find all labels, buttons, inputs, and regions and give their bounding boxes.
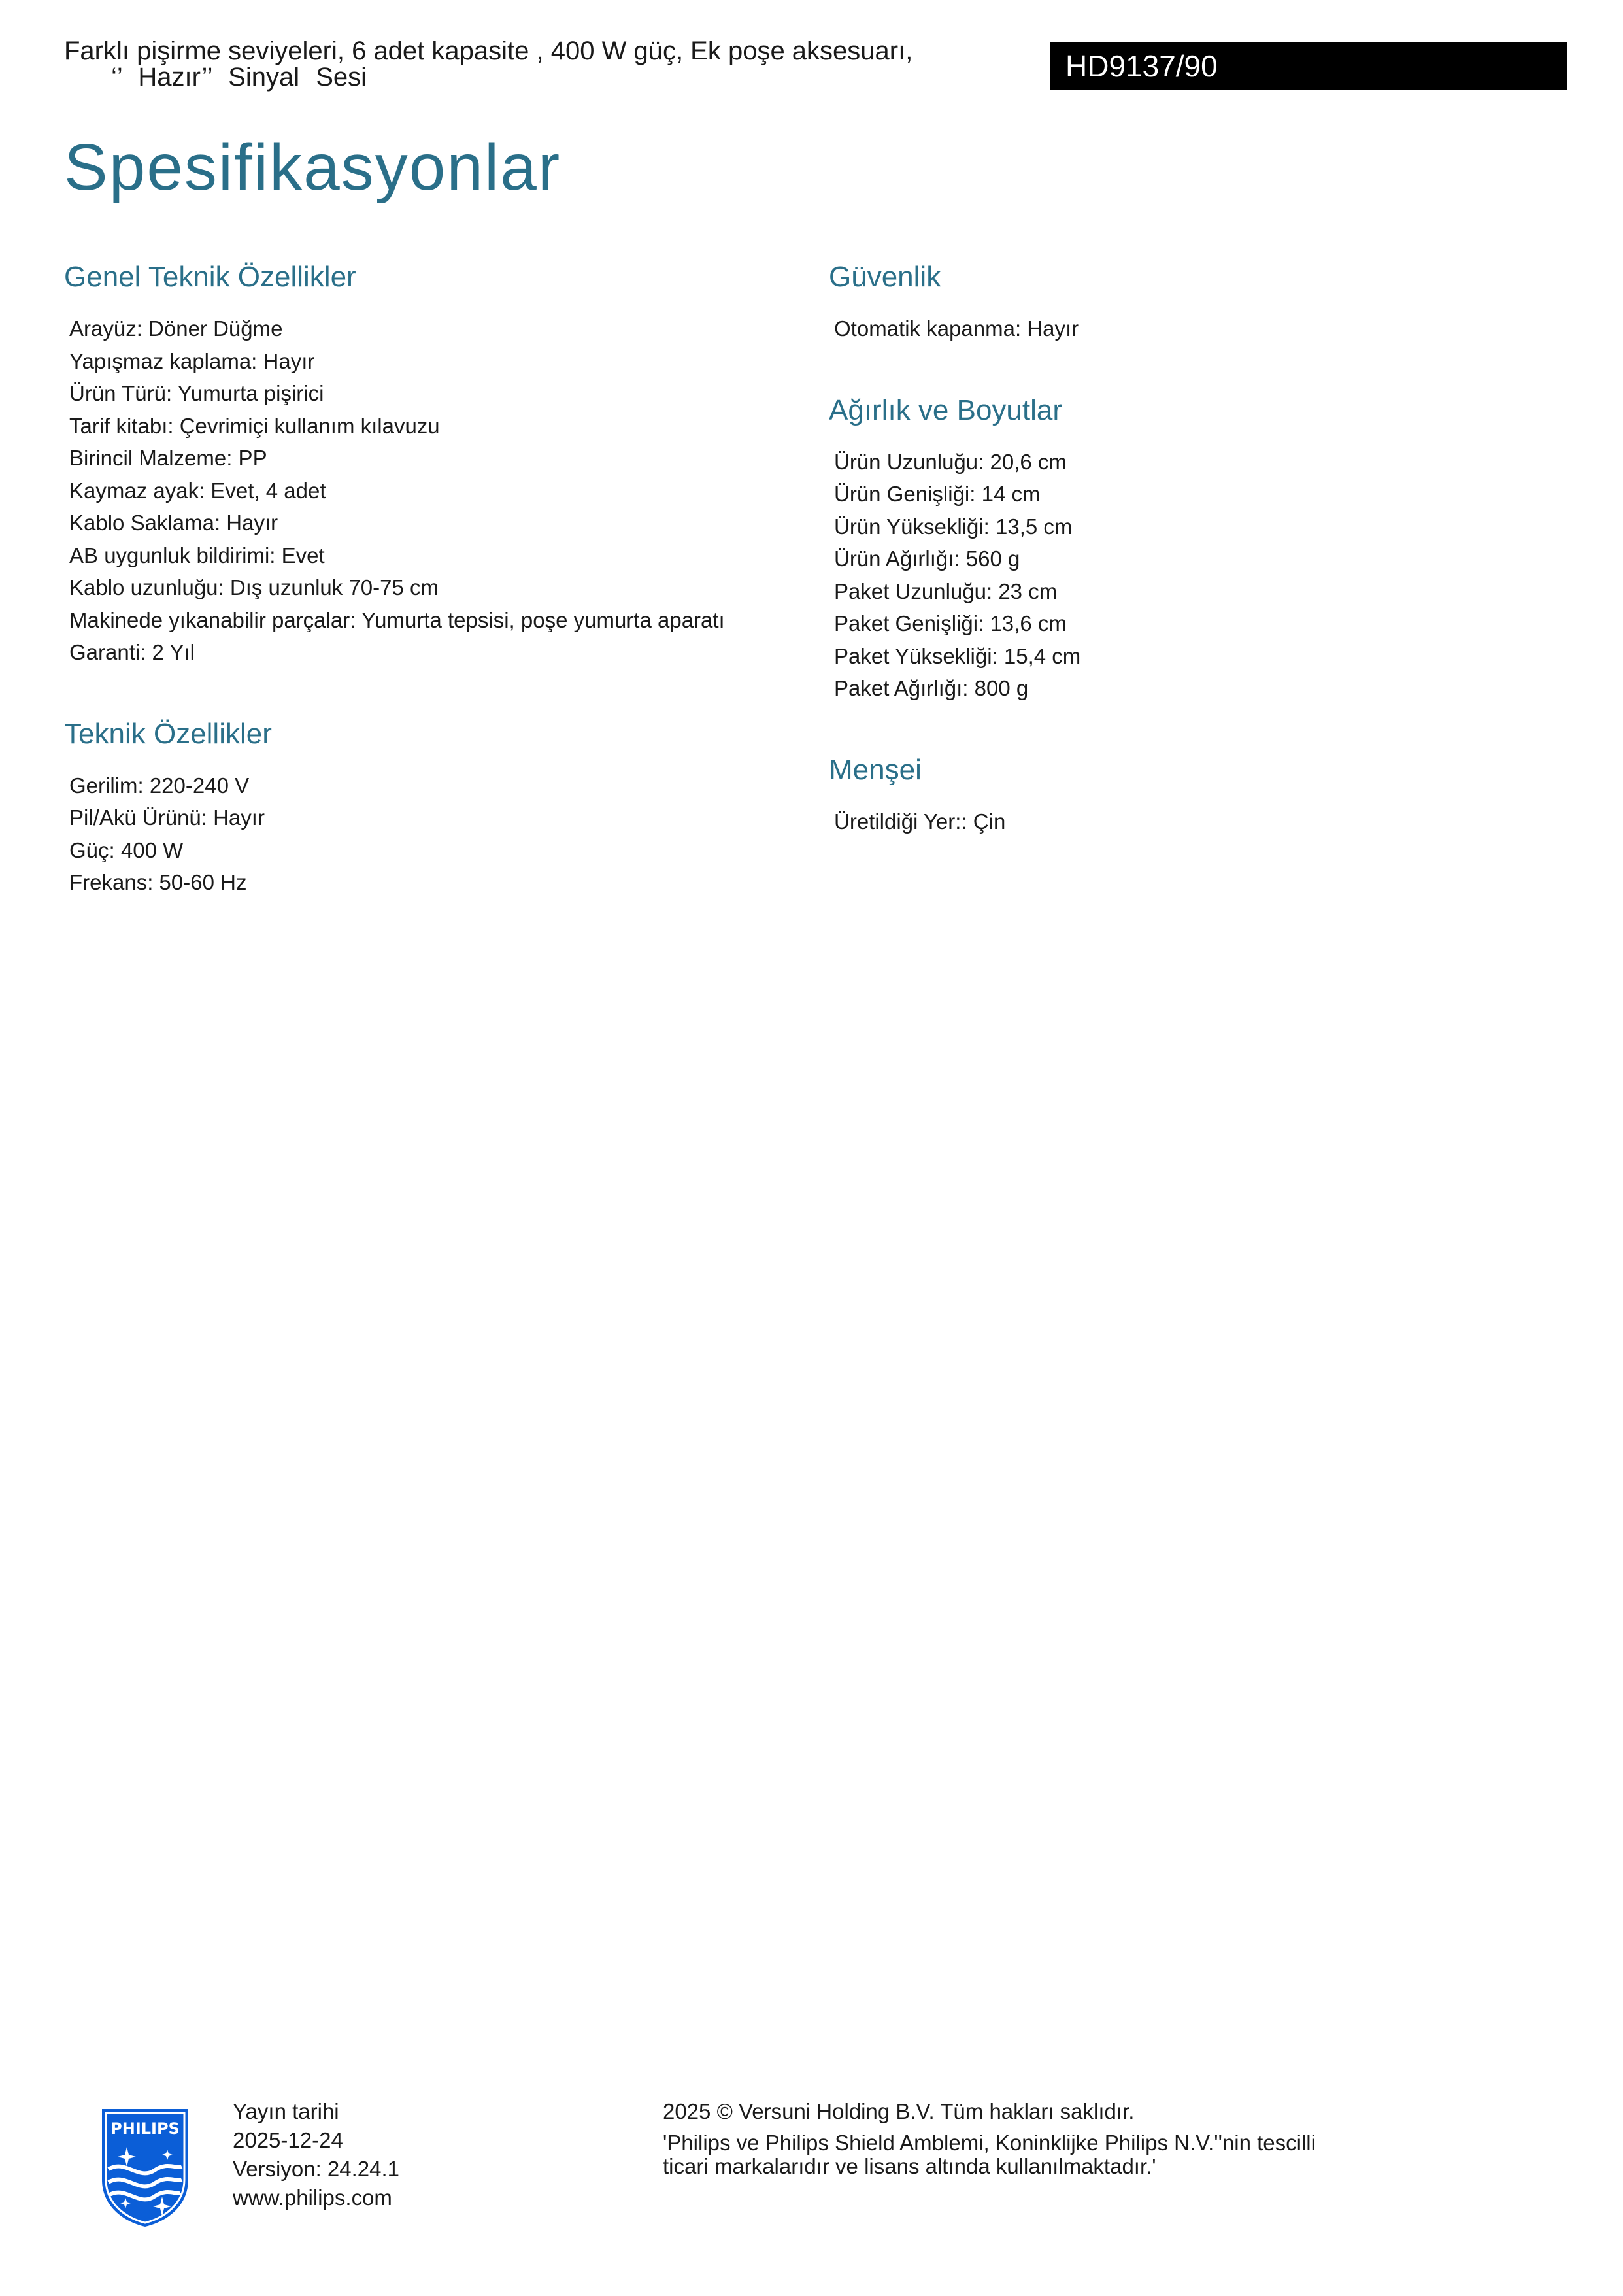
- section-title: Teknik Özellikler: [64, 717, 272, 750]
- spec-item: Ürün Uzunluğu: 20,6 cm: [834, 449, 1067, 474]
- spec-item: Yapışmaz kaplama: Hayır: [69, 348, 315, 373]
- spec-list: [829, 312, 1574, 345]
- right-column: [829, 256, 1574, 882]
- section-general-specs: [64, 256, 809, 669]
- trademark-line-2: ticari markalarıdır ve lisans altında kullanılmaktadır.': [663, 2154, 1156, 2178]
- spec-item: Paket Yüksekliği: 15,4 cm: [834, 643, 1081, 668]
- spec-list: [829, 805, 1574, 838]
- spec-item: Ürün Ağırlığı: 560 g: [834, 547, 1020, 571]
- spec-item: Otomatik kapanma: Hayır: [834, 316, 1079, 341]
- spec-item: Kablo Saklama: Hayır: [69, 511, 278, 535]
- product-description: [64, 38, 1031, 90]
- spec-item: Güç: 400 W: [69, 837, 184, 862]
- left-column: [64, 256, 809, 943]
- publication-date: 2025-12-24: [233, 2128, 343, 2152]
- section-safety: [829, 256, 1574, 345]
- spec-item: Paket Uzunluğu: 23 cm: [834, 579, 1058, 603]
- section-title: Genel Teknik Özellikler: [64, 261, 356, 293]
- spec-item: Kaymaz ayak: Evet, 4 adet: [69, 478, 326, 503]
- spec-item: Birincil Malzeme: PP: [69, 446, 267, 470]
- spec-item: Ürün Yüksekliği: 13,5 cm: [834, 514, 1073, 539]
- spec-item: Kablo uzunluğu: Dış uzunluk 70-75 cm: [69, 575, 439, 599]
- section-technical-specs: [64, 713, 809, 899]
- spec-list: [64, 312, 809, 669]
- trademark-line-1: 'Philips ve Philips Shield Amblemi, Koninklijke Philips N.V.''nin tescilli: [663, 2131, 1316, 2155]
- publication-date-label: Yayın tarihi: [233, 2099, 339, 2123]
- copyright-text: 2025 © Versuni Holding B.V. Tüm hakları saklıdır.: [663, 2099, 1135, 2123]
- model-number-badge: HD9137/90: [1050, 42, 1567, 90]
- spec-item: Paket Ağırlığı: 800 g: [834, 676, 1029, 700]
- spec-list: [64, 769, 809, 899]
- section-origin: [829, 749, 1574, 838]
- section-title: Güvenlik: [829, 261, 941, 293]
- page-title: Spesifikasyonlar: [64, 131, 561, 204]
- section-title: Ağırlık ve Boyutlar: [829, 394, 1063, 426]
- spec-item: Tarif kitabı: Çevrimiçi kullanım kılavuzu: [69, 413, 440, 438]
- philips-shield-icon: [99, 2106, 191, 2228]
- spec-item: Üretildiği Yer:: Çin: [834, 809, 1006, 834]
- spec-item: AB uygunluk bildirimi: Evet: [69, 543, 325, 567]
- section-title: Menşei: [829, 753, 922, 786]
- publication-info: [233, 2097, 399, 2212]
- website-link[interactable]: www.philips.com: [233, 2186, 392, 2210]
- spec-item: Ürün Türü: Yumurta pişirici: [69, 381, 324, 405]
- description-line-2: ‘’ Hazır’’ Sinyal Sesi: [111, 63, 367, 92]
- version-label: Versiyon: 24.24.1: [233, 2157, 400, 2181]
- spec-item: Gerilim: 220-240 V: [69, 773, 250, 798]
- spec-item: Paket Genişliği: 13,6 cm: [834, 611, 1067, 635]
- description-line-1: Farklı pişirme seviyeleri, 6 adet kapasite , 400 W güç, Ek poşe aksesuarı,: [64, 37, 913, 65]
- spec-item: Ürün Genişliği: 14 cm: [834, 482, 1041, 506]
- philips-shield-logo: [99, 2106, 191, 2228]
- spec-item: Frekans: 50-60 Hz: [69, 870, 247, 894]
- spec-item: Makinede yıkanabilir parçalar: Yumurta tepsisi, poşe yumurta aparatı: [69, 607, 725, 632]
- spec-item: Garanti: 2 Yıl: [69, 640, 195, 664]
- section-weight-dimensions: [829, 390, 1574, 705]
- spec-item: Arayüz: Döner Düğme: [69, 316, 283, 341]
- spec-item: Pil/Akü Ürünü: Hayır: [69, 805, 265, 830]
- spec-list: [829, 446, 1574, 705]
- logo-wordmark: PHILIPS: [110, 2119, 180, 2138]
- legal-notice: [663, 2097, 1382, 2178]
